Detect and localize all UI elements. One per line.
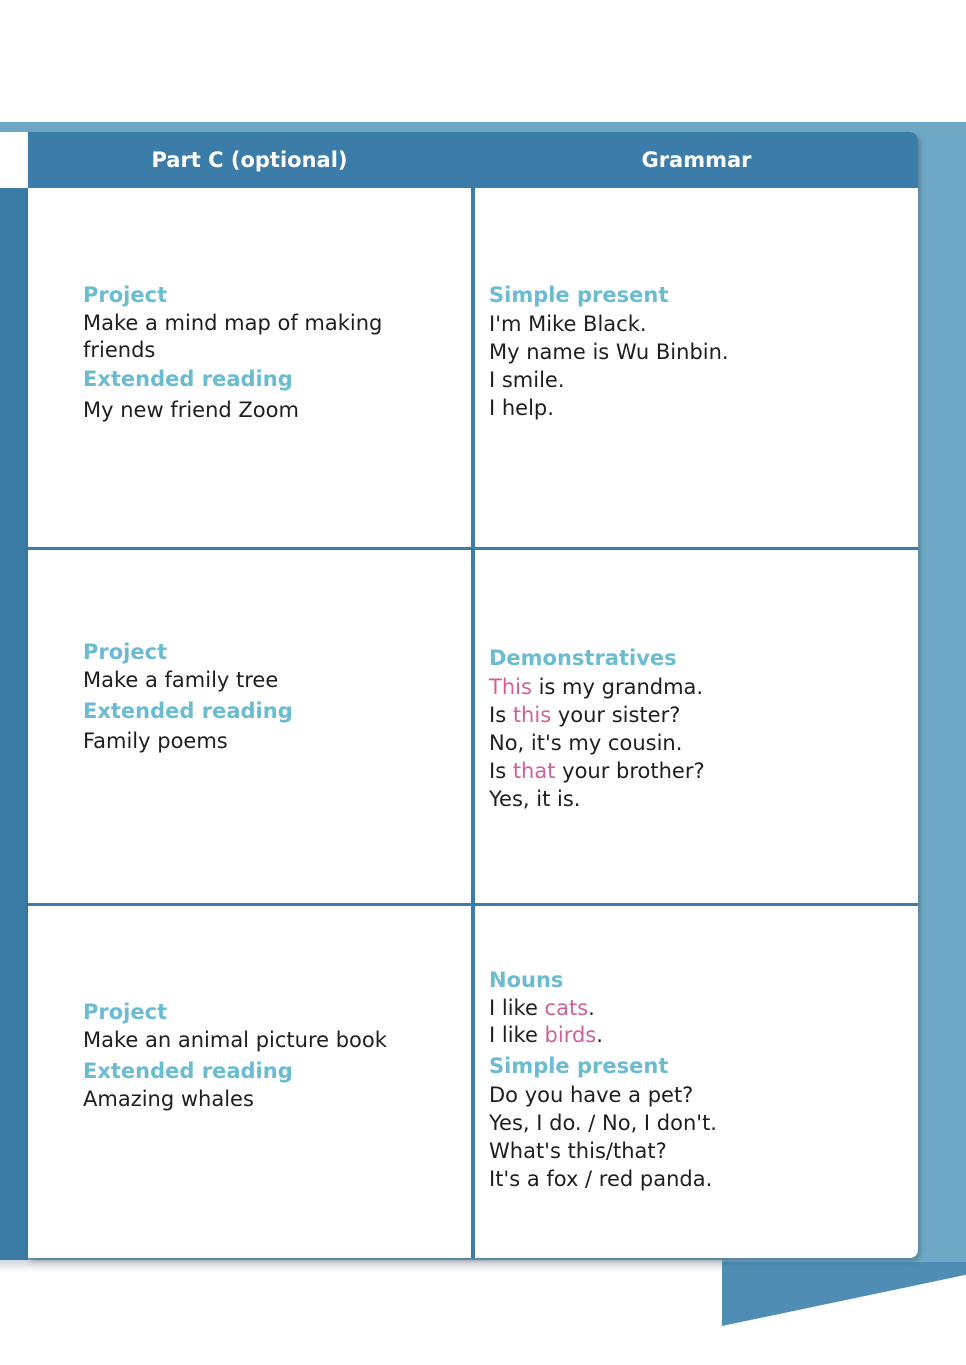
grammar-line xyxy=(489,673,899,701)
grammar-label: Demonstratives xyxy=(489,646,677,670)
syllabus-table xyxy=(28,132,918,1258)
highlight-word: cats xyxy=(544,996,589,1020)
extended-reading-text: Family poems xyxy=(83,729,228,753)
row2-grammar xyxy=(489,643,899,813)
left-edge-strip xyxy=(0,188,28,1260)
line-text: . xyxy=(596,1023,603,1047)
page-fold xyxy=(722,1262,966,1326)
grammar-label: Nouns xyxy=(489,968,564,992)
extended-reading-label: Extended reading xyxy=(83,367,293,391)
highlight-word: this xyxy=(512,703,552,727)
line-text: Is xyxy=(489,703,513,727)
extended-reading-label: Extended reading xyxy=(83,699,293,723)
extended-reading-label: Extended reading xyxy=(83,1059,293,1083)
grammar-line: I'm Mike Black. xyxy=(489,312,647,336)
line-text: Is xyxy=(489,759,513,783)
grammar-line: What's this/that? xyxy=(489,1139,667,1163)
grammar-line: I smile. xyxy=(489,368,565,392)
grammar-line: Do you have a pet? xyxy=(489,1083,694,1107)
line-text: your sister? xyxy=(551,703,681,727)
grammar-line xyxy=(489,757,899,785)
project-text: Make a mind map of making friends xyxy=(83,311,383,362)
project-label: Project xyxy=(83,1000,168,1024)
line-text: I like xyxy=(489,996,545,1020)
line-text: . xyxy=(588,996,595,1020)
left-header-gap xyxy=(0,132,28,188)
grammar-label: Simple present xyxy=(489,1054,669,1078)
grammar-line xyxy=(489,701,899,729)
highlight-word: birds xyxy=(544,1023,597,1047)
row2-part-c xyxy=(83,637,453,755)
row3-grammar xyxy=(489,965,899,1193)
grammar-line: My name is Wu Binbin. xyxy=(489,340,729,364)
line-text: your brother? xyxy=(555,759,705,783)
row-divider xyxy=(28,547,918,550)
project-text: Make a family tree xyxy=(83,668,279,692)
highlight-word: This xyxy=(489,675,532,699)
grammar-label: Simple present xyxy=(489,283,669,307)
header-part-c: Part C (optional) xyxy=(28,132,471,188)
project-label: Project xyxy=(83,283,168,307)
row3-part-c xyxy=(83,997,453,1113)
bottom-shadow xyxy=(0,1260,722,1272)
extended-reading-text: Amazing whales xyxy=(83,1087,254,1111)
project-text: Make an animal picture book xyxy=(83,1028,387,1052)
grammar-line: No, it's my cousin. xyxy=(489,731,683,755)
extended-reading-text: My new friend Zoom xyxy=(83,398,299,422)
grammar-line xyxy=(489,1022,899,1049)
grammar-line: Yes, I do. / No, I don't. xyxy=(489,1111,717,1135)
project-label: Project xyxy=(83,640,168,664)
line-text: is my grandma. xyxy=(531,675,704,699)
highlight-word: that xyxy=(512,759,556,783)
header-grammar: Grammar xyxy=(475,132,918,188)
grammar-line: Yes, it is. xyxy=(489,787,581,811)
row1-grammar xyxy=(489,280,899,422)
line-text: I like xyxy=(489,1023,545,1047)
grammar-line: It's a fox / red panda. xyxy=(489,1167,713,1191)
row-divider xyxy=(28,903,918,906)
grammar-line: I help. xyxy=(489,396,554,420)
row1-part-c xyxy=(83,280,453,424)
column-divider xyxy=(471,132,475,1258)
grammar-line xyxy=(489,995,899,1022)
